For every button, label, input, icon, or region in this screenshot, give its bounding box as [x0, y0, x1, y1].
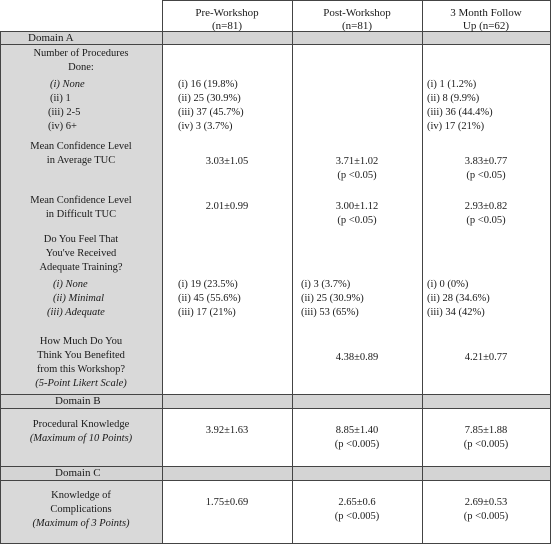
benefit-follow [422, 351, 550, 365]
header-pre-title: Pre-Workshop [195, 7, 259, 19]
benefit-label-line3: from this Workshop? [36, 364, 126, 375]
grid-hline [162, 0, 551, 1]
complications-label [0, 489, 162, 531]
procedural-knowledge-label-line2: (Maximum of 10 Points) [29, 433, 133, 444]
difficult-tuc-follow-p: (p <0.05) [466, 215, 506, 226]
header-follow-n: Up (n=62) [462, 20, 510, 32]
grid-vline [0, 31, 1, 544]
procedural-knowledge-follow-value: 7.85±1.88 [464, 425, 508, 436]
difficult-tuc-pre [162, 200, 292, 214]
procedures-option-2-5: (iii) 2-5 [48, 107, 81, 118]
grid-vline [162, 0, 163, 544]
avg-tuc-follow-p: (p <0.05) [466, 170, 506, 181]
header-pre-workshop [162, 7, 292, 33]
domain-c-title: Domain C [55, 467, 101, 479]
grid-hline [0, 408, 551, 409]
avg-tuc-follow-value: 3.83±0.77 [464, 156, 508, 167]
avg-tuc-post-value: 3.71±1.02 [335, 156, 379, 167]
complications-post-p: (p <0.005) [334, 511, 380, 522]
training-post-none: (i) 3 (3.7%) [301, 279, 351, 290]
complications-label-line1: Knowledge of [51, 490, 111, 501]
header-post-title: Post-Workshop [323, 7, 391, 19]
difficult-tuc-post-value: 3.00±1.12 [335, 201, 379, 212]
avg-tuc-post-p: (p <0.05) [337, 170, 377, 181]
avg-tuc-follow [422, 155, 550, 183]
grid-hline [0, 44, 551, 45]
domain-b-title: Domain B [55, 395, 101, 407]
benefit-follow-value: 4.21±0.77 [464, 352, 508, 363]
training-option-none: (i) None [53, 279, 88, 290]
training-follow-minimal: (ii) 28 (34.6%) [427, 293, 490, 304]
complications-post [292, 496, 422, 524]
avg-tuc-label [0, 140, 162, 168]
procedures-follow-2-5: (iii) 36 (44.4%) [427, 107, 493, 118]
training-post-minimal: (ii) 25 (30.9%) [301, 293, 364, 304]
header-follow-up [422, 7, 550, 33]
training-label [0, 233, 162, 275]
procedures-follow-1: (ii) 8 (9.9%) [427, 93, 480, 104]
header-pre-n: (n=81) [211, 20, 243, 32]
avg-tuc-post [292, 155, 422, 183]
benefit-label [0, 335, 162, 391]
grid-vline [422, 0, 423, 544]
complications-pre-value: 1.75±0.69 [205, 497, 249, 508]
difficult-tuc-label-line1: Mean Confidence Level [30, 195, 132, 206]
procedures-option-6plus: (iv) 6+ [48, 121, 77, 132]
difficult-tuc-label-line2: in Difficult TUC [45, 209, 117, 220]
procedures-option-none: (i) None [50, 79, 85, 90]
complications-follow-value: 2.69±0.53 [464, 497, 508, 508]
avg-tuc-pre-value: 3.03±1.05 [205, 156, 249, 167]
procedures-label-line2: Done: [68, 62, 94, 73]
training-label-line2: You've Received [45, 248, 117, 259]
avg-tuc-pre [162, 155, 292, 169]
procedures-follow-none: (i) 1 (1.2%) [427, 79, 477, 90]
header-follow-title: 3 Month Follow [450, 7, 522, 19]
benefit-post-value: 4.38±0.89 [335, 352, 379, 363]
procedural-knowledge-post-p: (p <0.005) [334, 439, 380, 450]
complications-label-line2: Complications [50, 504, 112, 515]
complications-label-line3: (Maximum of 3 Points) [32, 518, 130, 529]
header-post-n: (n=81) [341, 20, 373, 32]
training-label-line3: Adequate Training? [39, 262, 123, 273]
avg-tuc-label-line2: in Average TUC [46, 155, 116, 166]
complications-follow-p: (p <0.005) [463, 511, 509, 522]
procedural-knowledge-label [0, 418, 162, 446]
training-follow-none: (i) 0 (0%) [427, 279, 469, 290]
training-label-line1: Do You Feel That [43, 234, 119, 245]
procedural-knowledge-follow [422, 424, 550, 452]
procedures-pre-none: (i) 16 (19.8%) [178, 79, 238, 90]
difficult-tuc-label [0, 194, 162, 222]
procedures-pre-2-5: (iii) 37 (45.7%) [178, 107, 244, 118]
domain-a-title: Domain A [28, 32, 74, 44]
procedures-option-1: (ii) 1 [50, 93, 71, 104]
avg-tuc-label-line1: Mean Confidence Level [30, 141, 132, 152]
procedures-pre-6plus: (iv) 3 (3.7%) [178, 121, 233, 132]
difficult-tuc-follow-value: 2.93±0.82 [464, 201, 508, 212]
complications-post-value: 2.65±0.6 [338, 497, 376, 508]
procedural-knowledge-follow-p: (p <0.005) [463, 439, 509, 450]
training-follow-adequate: (iii) 34 (42%) [427, 307, 485, 318]
training-option-adequate: (iii) Adequate [47, 307, 105, 318]
difficult-tuc-follow [422, 200, 550, 228]
benefit-label-line2: Think You Benefited [37, 350, 125, 361]
benefit-label-line4: (5-Point Likert Scale) [35, 378, 127, 389]
procedural-knowledge-label-line1: Procedural Knowledge [32, 419, 130, 430]
training-option-minimal: (ii) Minimal [53, 293, 105, 304]
procedural-knowledge-pre [162, 424, 292, 438]
complications-follow [422, 496, 550, 524]
difficult-tuc-post-p: (p <0.05) [337, 215, 377, 226]
procedures-pre-1: (ii) 25 (30.9%) [178, 93, 241, 104]
training-pre-adequate: (iii) 17 (21%) [178, 307, 236, 318]
difficult-tuc-pre-value: 2.01±0.99 [205, 201, 249, 212]
procedural-knowledge-pre-value: 3.92±1.63 [205, 425, 249, 436]
training-pre-none: (i) 19 (23.5%) [178, 279, 238, 290]
difficult-tuc-post [292, 200, 422, 228]
grid-hline [0, 480, 551, 481]
benefit-post [292, 351, 422, 365]
procedural-knowledge-post-value: 8.85±1.40 [335, 425, 379, 436]
procedures-follow-6plus: (iv) 17 (21%) [427, 121, 485, 132]
grid-vline [292, 0, 293, 544]
procedural-knowledge-post [292, 424, 422, 452]
complications-pre [162, 496, 292, 510]
training-post-adequate: (iii) 53 (65%) [301, 307, 359, 318]
procedures-label-line1: Number of Procedures [33, 48, 129, 59]
procedures-label [0, 47, 162, 75]
benefit-label-line1: How Much Do You [39, 336, 123, 347]
header-post-workshop [292, 7, 422, 33]
training-pre-minimal: (ii) 45 (55.6%) [178, 293, 241, 304]
